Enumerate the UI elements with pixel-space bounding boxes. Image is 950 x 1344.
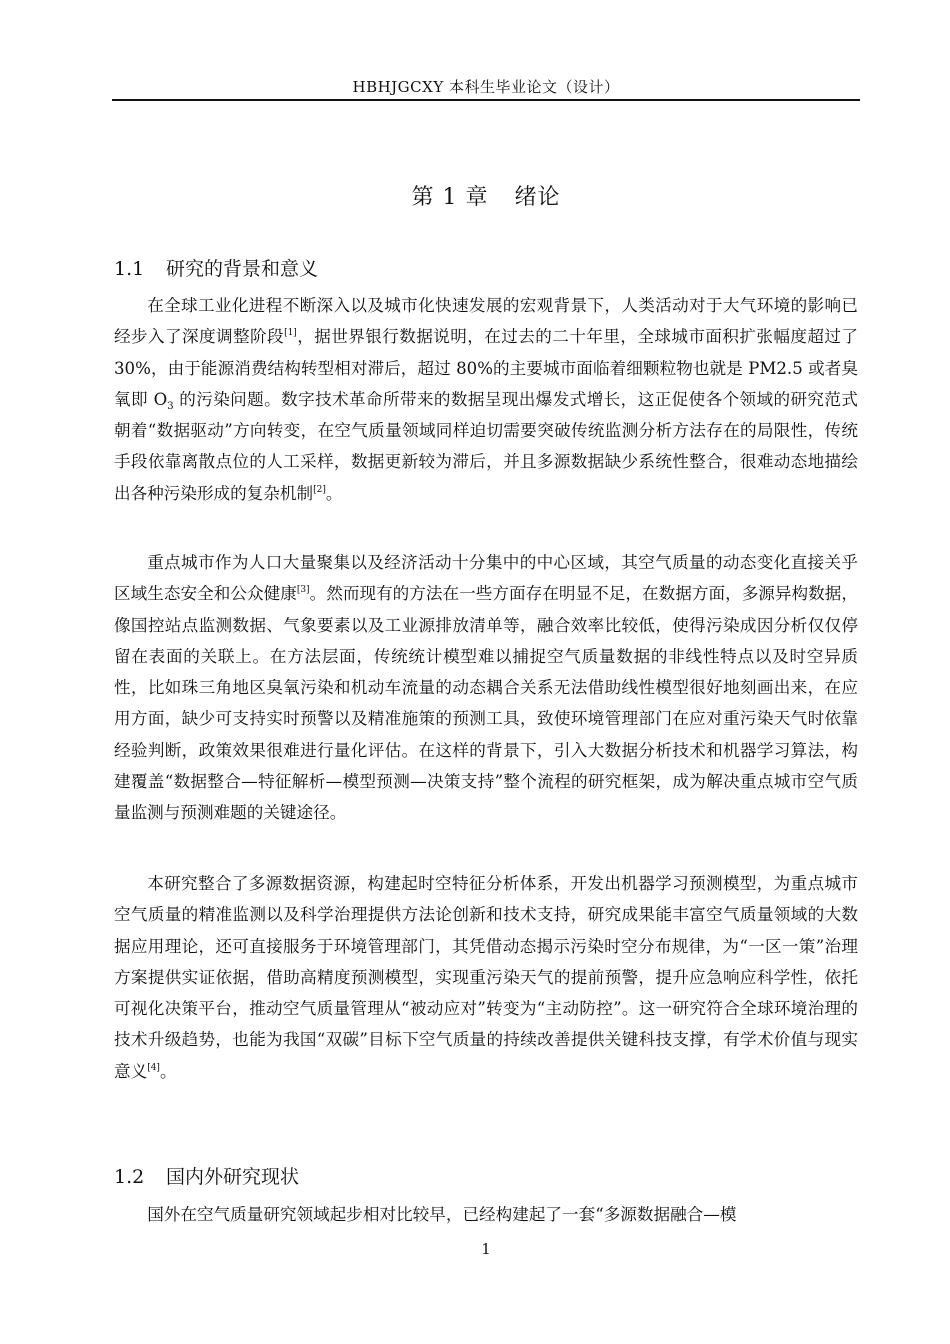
paragraph-research-status: 国外在空气质量研究领域起步相对比较早，已经构建起了一套“多源数据融合—模 — [147, 1205, 737, 1224]
paragraph-key-cities: 重点城市作为人口大量聚集以及经济活动十分集中的中心区域，其空气质量的动态变化直接关乎区域生态安全和公众健康[3]。然而现有的方法在一些方面存在明显不足，在数据方面，多源异构数据，像国控站点监测数据、气象要素以及工业源排放清单等，融合效率比较低，使得污染成因分析仅仅停留在表面的关联上。在方法层面，传统统计模型难以捕捉空气质量数据的非线性特点以及时空异质性，比如珠三角地区臭氧污染和机动车流量的动态耦合关系无法借助线性模型很好地刻画出来，在应用方面，缺少可支持实时预警以及精准施策的预测工具，致使环境管理部门在应对重污染天气时依靠经验判断，政策效果很难进行量化评估。在这样的背景下，引入大数据分析技术和机器学习算法，构建覆盖“数据整合—特征解析—模型预测—决策支持”整个流程的研究框架，成为解决重点城市空气质量监测与预测难题的关键途径。 — [114, 553, 858, 823]
section-title: 研究的背景和意义 — [166, 258, 319, 280]
page-number: 1 — [481, 1240, 491, 1258]
citation-3: [3] — [296, 585, 310, 596]
paragraph-background: 在全球工业化进程不断深入以及城市化快速发展的宏观背景下，人类活动对于大气环境的影响已经步入了深度调整阶段[1]，据世界银行数据说明，在过去的二十年里，全球城市面积扩张幅度超过了 30%，由于能源消费结构转型相对滞后，超过 80%的主要城市面临着细颗粒物也就是 PM2.5 或者臭氧即 $O_3$ 的污染问题。数字技术革命所带来的数据呈现出爆发式增长，这正促使各个领域的研究范式朝着“数据驱动”方向转变，在空气质量领域同样迫切需要突破传统监测分析方法存在的局限性，传统手段依靠离散点位的人工采样，数据更新较为滞后，并且多源数据缺少系统性整合，很难动态地描绘出各种污染形成的复杂机制[2]。 — [114, 296, 859, 503]
chapter-title — [112, 180, 860, 211]
subscript-3: 3 — [167, 400, 174, 412]
header-rule — [112, 99, 860, 101]
paragraph-significance: 本研究整合了多源数据资源，构建起时空特征分析体系，开发出机器学习预测模型，为重点城市空气质量的精准监测以及科学治理提供方法论创新和技术支持，研究成果能丰富空气质量领域的大数据应用理论，还可直接服务于环境管理部门，其凭借动态揭示污染时空分布规律，为“一区一策”治理方案提供实证依据，借助高精度预测模型，实现重污染天气的提前预警，提升应急响应科学性，依托可视化决策平台，推动空气质量管理从“被动应对”转变为“主动防控”。这一研究符合全球环境治理的技术升级趋势，也能为我国“双碳”目标下空气质量的持续改善提供关键科技支撑，有学术价值与现实意义[4]。 — [114, 874, 858, 1081]
chapter-name: 绪论 — [514, 185, 561, 210]
running-header: HBHJGCXY 本科生毕业论文（设计） — [352, 78, 620, 96]
section-heading-1-2 — [114, 1162, 299, 1189]
citation-4: [4] — [147, 1062, 160, 1073]
section-heading-1-1 — [114, 254, 318, 281]
section-title: 国内外研究现状 — [166, 1166, 300, 1188]
chapter-number: 第 1 章 — [411, 185, 489, 210]
section-number: 1.2 — [114, 1166, 145, 1188]
citation-1: [1] — [284, 328, 297, 339]
citation-2: [2] — [313, 484, 326, 495]
section-number: 1.1 — [114, 258, 145, 280]
